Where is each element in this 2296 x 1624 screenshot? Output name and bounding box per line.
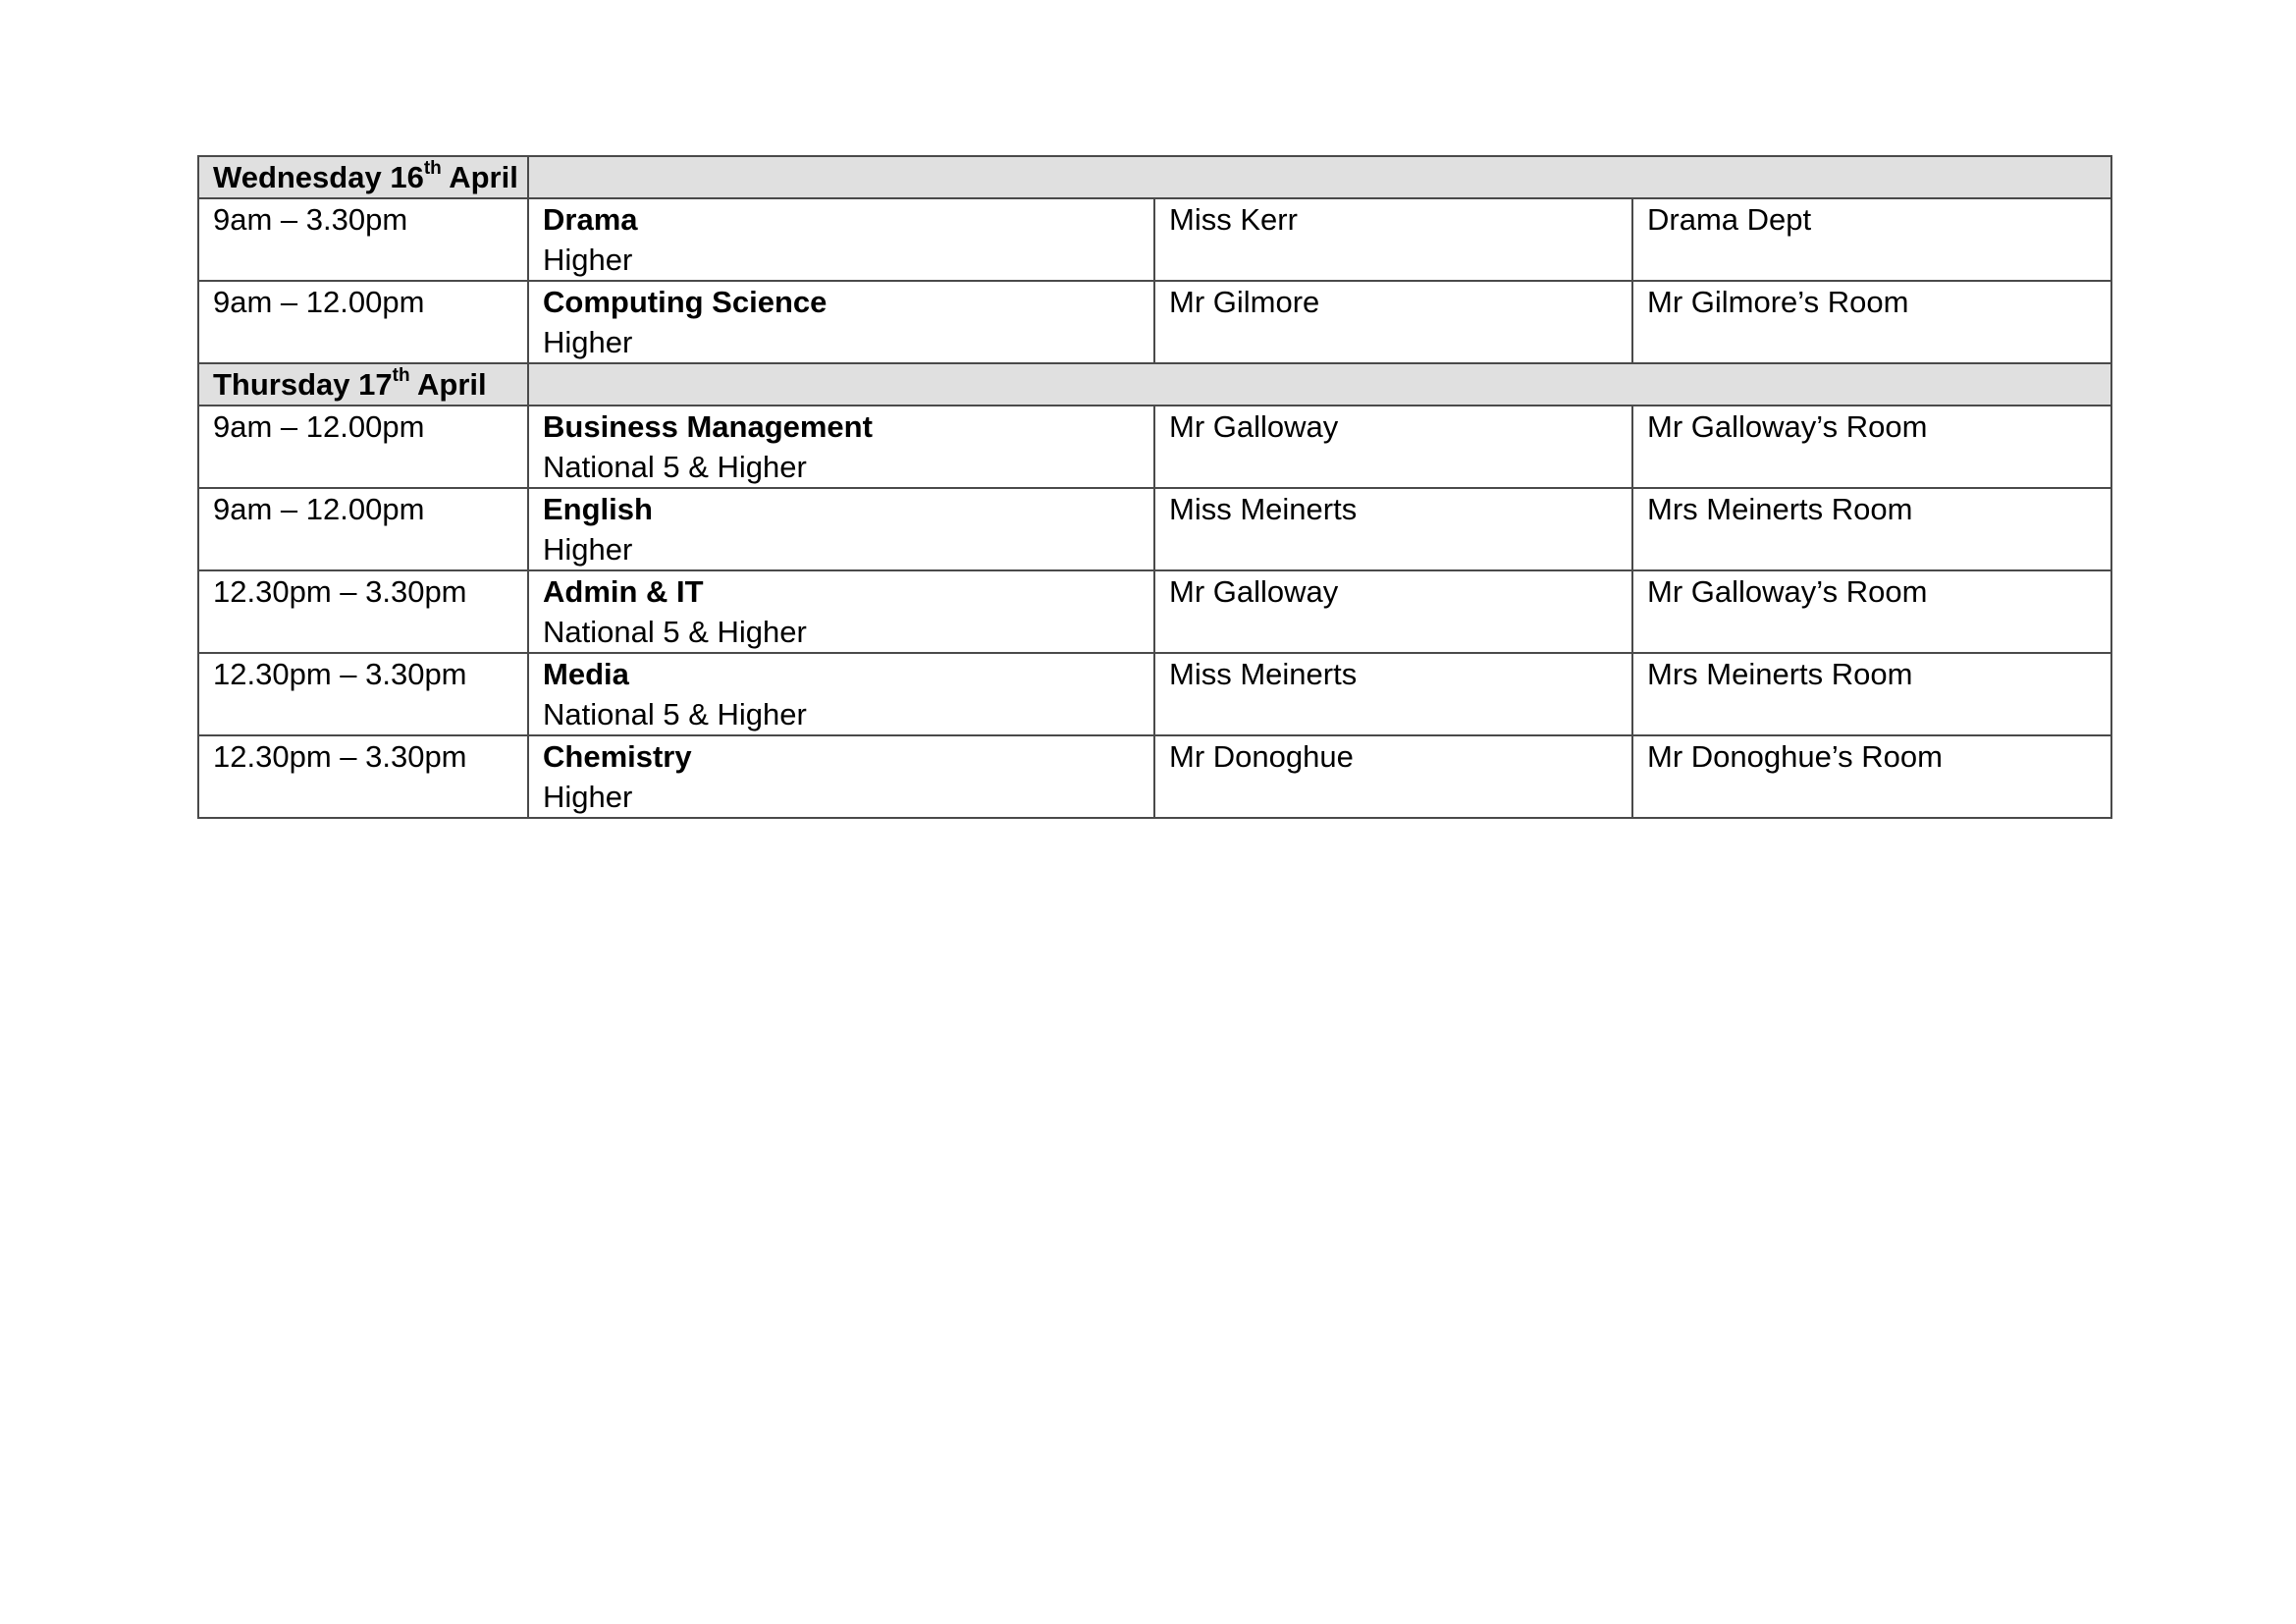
day-weekday: Wednesday xyxy=(213,160,382,194)
session-teacher: Mr Donoghue xyxy=(1154,735,1632,818)
session-level: National 5 & Higher xyxy=(543,450,807,484)
table-row xyxy=(198,735,2111,818)
session-teacher: Mr Galloway xyxy=(1154,406,1632,488)
session-level: Higher xyxy=(543,532,633,567)
day-header-cell xyxy=(198,156,528,198)
session-subject: Business Management xyxy=(543,409,873,444)
table-row xyxy=(198,570,2111,653)
session-teacher: Miss Meinerts xyxy=(1154,488,1632,570)
session-room: Drama Dept xyxy=(1632,198,2111,281)
day-header-fill xyxy=(528,156,2111,198)
session-teacher: Mr Galloway xyxy=(1154,570,1632,653)
session-subject-cell xyxy=(528,570,1154,653)
session-room: Mrs Meinerts Room xyxy=(1632,653,2111,735)
session-time: 12.30pm – 3.30pm xyxy=(198,570,528,653)
day-weekday: Thursday xyxy=(213,367,350,402)
session-subject: Drama xyxy=(543,202,638,237)
session-level: Higher xyxy=(543,243,633,277)
session-time: 9am – 3.30pm xyxy=(198,198,528,281)
day-header-fill xyxy=(528,363,2111,406)
session-level: Higher xyxy=(543,780,633,814)
day-ordinal-suffix: th xyxy=(423,157,442,179)
day-header-row xyxy=(198,156,2111,198)
table-row xyxy=(198,281,2111,363)
session-room: Mrs Meinerts Room xyxy=(1632,488,2111,570)
day-number: 17 xyxy=(358,367,393,402)
day-header-cell xyxy=(198,363,528,406)
revision-schedule-table xyxy=(197,155,2112,819)
session-level: Higher xyxy=(543,325,633,359)
session-subject-cell xyxy=(528,281,1154,363)
table-row xyxy=(198,406,2111,488)
day-header-row xyxy=(198,363,2111,406)
session-level: National 5 & Higher xyxy=(543,697,807,731)
session-teacher: Miss Meinerts xyxy=(1154,653,1632,735)
session-subject: Chemistry xyxy=(543,739,692,774)
session-room: Mr Donoghue’s Room xyxy=(1632,735,2111,818)
session-room: Mr Gilmore’s Room xyxy=(1632,281,2111,363)
session-time: 12.30pm – 3.30pm xyxy=(198,735,528,818)
session-subject: English xyxy=(543,492,653,526)
session-teacher: Mr Gilmore xyxy=(1154,281,1632,363)
session-room: Mr Galloway’s Room xyxy=(1632,570,2111,653)
day-number: 16 xyxy=(390,160,424,194)
session-subject-cell xyxy=(528,406,1154,488)
session-subject: Media xyxy=(543,657,629,691)
table-row xyxy=(198,488,2111,570)
session-room: Mr Galloway’s Room xyxy=(1632,406,2111,488)
session-subject-cell xyxy=(528,735,1154,818)
session-subject-cell xyxy=(528,488,1154,570)
session-subject-cell xyxy=(528,653,1154,735)
session-time: 12.30pm – 3.30pm xyxy=(198,653,528,735)
session-time: 9am – 12.00pm xyxy=(198,488,528,570)
session-time: 9am – 12.00pm xyxy=(198,406,528,488)
table-row xyxy=(198,653,2111,735)
day-ordinal-suffix: th xyxy=(392,364,410,386)
session-subject: Computing Science xyxy=(543,285,828,319)
session-time: 9am – 12.00pm xyxy=(198,281,528,363)
day-month: April xyxy=(417,367,487,402)
session-subject-cell xyxy=(528,198,1154,281)
session-level: National 5 & Higher xyxy=(543,615,807,649)
session-teacher: Miss Kerr xyxy=(1154,198,1632,281)
day-month: April xyxy=(449,160,518,194)
table-row xyxy=(198,198,2111,281)
session-subject: Admin & IT xyxy=(543,574,704,609)
